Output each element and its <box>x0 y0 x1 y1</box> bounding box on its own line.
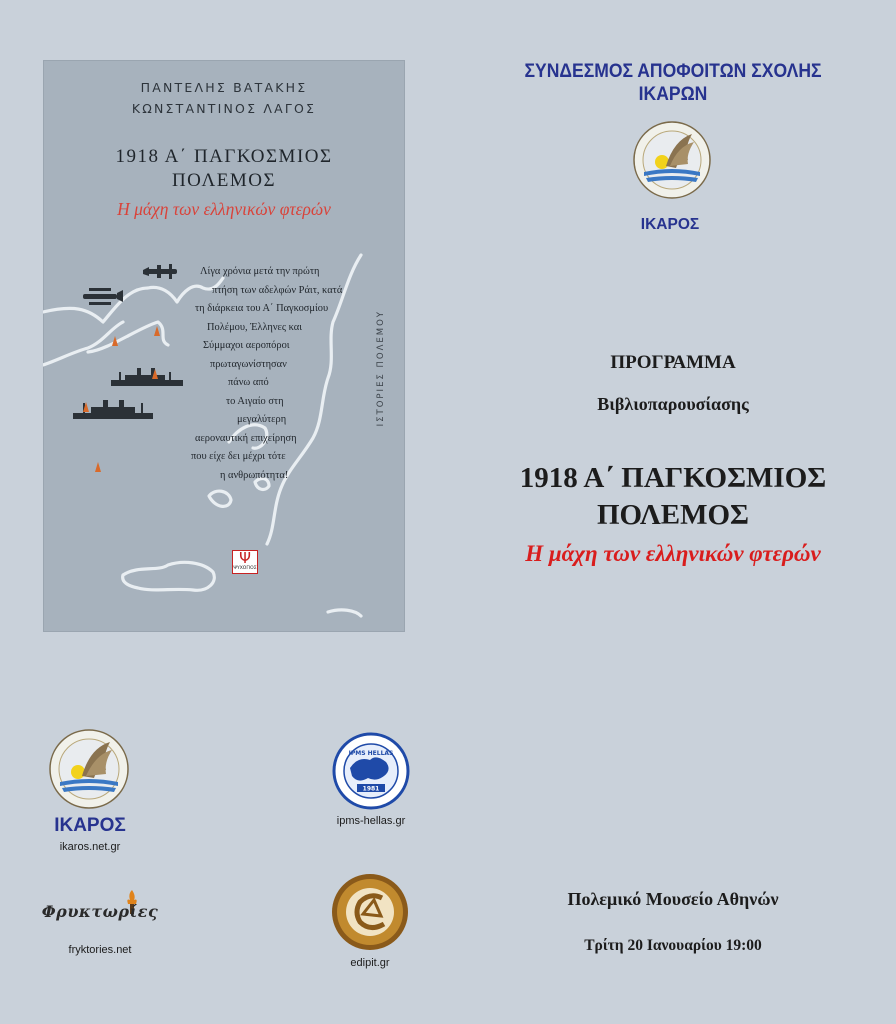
book-title-line-2: ΠΟΛΕΜΟΣ <box>171 170 277 191</box>
book-cover <box>43 60 405 632</box>
ipms-url: ipms-hellas.gr <box>336 815 406 827</box>
ikaros-emblem-icon <box>632 120 712 200</box>
venue: Πολεμικό Μουσείο Αθηνών <box>567 889 779 909</box>
event-title-line-2: ΠΟΛΕΜΟΣ <box>596 499 749 531</box>
blurb-line: πάνω από <box>228 377 269 388</box>
program-heading: ΠΡΟΓΡΑΜΜΑ <box>610 352 736 373</box>
blurb-line: αεροναυτική επιχείρηση <box>195 432 297 444</box>
publisher-name: ΨΥΧΟΓΙΟΣ <box>233 566 257 571</box>
blurb-line: τη διάρκεια του Α΄ Παγκοσμίου <box>195 303 329 314</box>
blurb-line: πτήση των αδελφών Ράιτ, κατά <box>212 284 343 296</box>
blurb-line: η ανθρωπότητα! <box>220 469 289 481</box>
book-title-line-1: 1918 Α΄ ΠΑΓΚΟΣΜΙΟΣ <box>115 146 333 167</box>
edipit-logo-icon <box>330 872 410 952</box>
book-author-1: ΠΑΝΤΕΛΗΣ ΒΑΤΑΚΗΣ <box>140 80 308 95</box>
fryktories-logo-text: Φρυκτωρίες <box>41 902 159 921</box>
book-subtitle: Η μάχη των ελληνικών φτερών <box>117 199 331 219</box>
event-title <box>468 460 878 534</box>
ikaros-label: ΙΚΑΡΟΣ <box>640 216 700 233</box>
event-datetime: Τρίτη 20 Ιανουαρίου 19:00 <box>584 937 762 954</box>
event-title-line-1: 1918 Α΄ ΠΑΓΚΟΣΜΙΟΣ <box>519 462 827 494</box>
ikaros-url: ikaros.net.gr <box>59 841 121 853</box>
blurb-line: μεγαλύτερη <box>237 414 287 425</box>
event-type: Βιβλιοπαρουσίασης <box>597 394 749 414</box>
blurb-line: Πολέμου, Έλληνες και <box>207 321 302 333</box>
edipit-url: edipit.gr <box>350 957 390 969</box>
fryktories-url: fryktories.net <box>68 944 132 956</box>
event-subtitle: Η μάχη των ελληνικών φτερών <box>525 541 821 566</box>
book-author-2: ΚΩΝΣΤΑΝΤΙΝΟΣ ΛΑΓΟΣ <box>131 101 317 116</box>
series-spine-label: ΙΣΤΟΡΙΕΣ ΠΟΛΕΜΟΥ <box>376 310 386 427</box>
blurb-line: που είχε δει μέχρι τότε <box>191 451 286 462</box>
ipms-hellas-logo-icon <box>332 732 410 810</box>
ikaros-logo-icon <box>48 728 130 810</box>
blurb-line: πρωταγωνίστησαν <box>210 358 287 370</box>
association-name: ΣΥΝΔΕΣΜΟΣ ΑΠΟΦΟΙΤΩΝ ΣΧΟΛΗΣ ΙΚΑΡΩΝ <box>524 60 822 105</box>
psi-icon: Ψ <box>239 549 251 567</box>
book-blurb <box>193 263 405 485</box>
publisher-logo <box>232 550 258 574</box>
blurb-line: Λίγα χρόνια μετά την πρώτη <box>200 266 320 277</box>
ipms-year: 1981 <box>362 785 380 793</box>
blurb-line: το Αιγαίο στη <box>226 395 284 407</box>
blurb-line: Σύμμαχοι αεροπόροι <box>203 340 290 351</box>
ipms-text: IPMS HELLAS <box>348 750 394 757</box>
ikaros-logo-name: ΙΚΑΡΟΣ <box>54 815 126 836</box>
